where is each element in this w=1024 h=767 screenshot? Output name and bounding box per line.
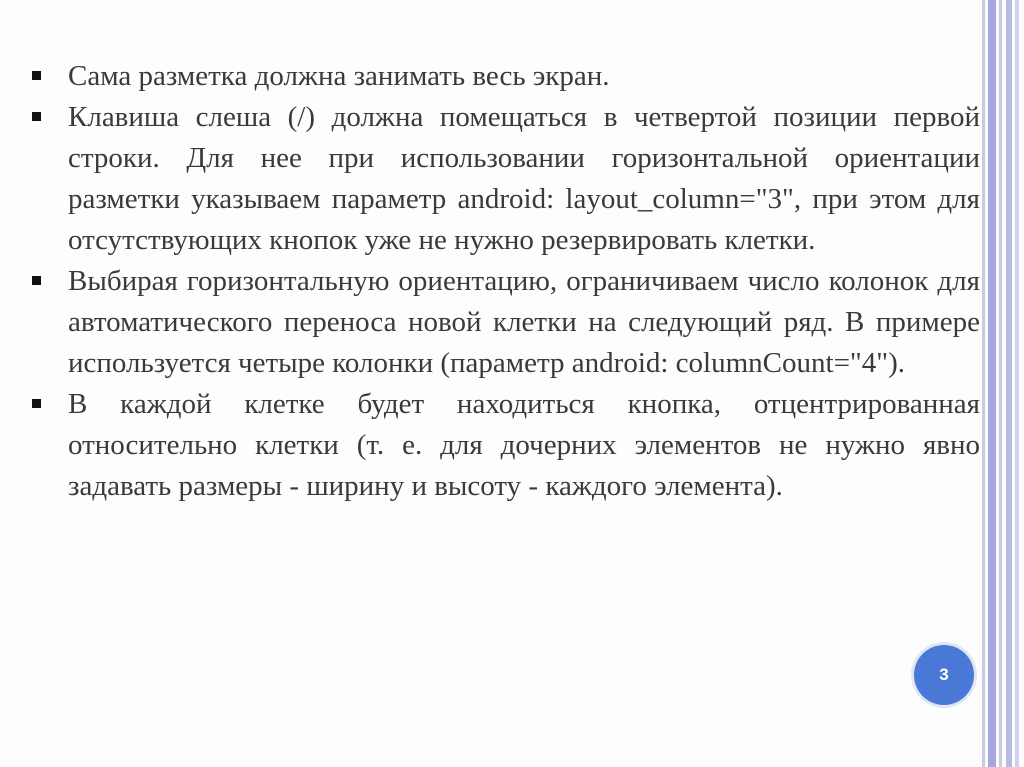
bullet-text: Выбирая горизонтальную ориентацию, ограничиваем число колонок для автоматического переноса новой клетки на следующий ряд. В примере используется четыре колонки (параметр android: columnCount="4").: [68, 265, 980, 379]
square-bullet-icon: [32, 276, 41, 285]
square-bullet-icon: [32, 71, 41, 80]
decorative-stripe: [999, 0, 1002, 767]
page-number-badge: 3: [914, 645, 974, 705]
decorative-stripe: [988, 0, 996, 767]
decorative-stripe: [1015, 0, 1019, 767]
bullet-list: [28, 56, 980, 507]
bullet-item: [28, 56, 980, 97]
bullet-item: [28, 384, 980, 507]
bullet-text: Сама разметка должна занимать весь экран.: [68, 60, 610, 92]
decorative-stripe: [1006, 0, 1012, 767]
square-bullet-icon: [32, 399, 41, 408]
bullet-text: В каждой клетке будет находиться кнопка, отцентрированная относительно клетки (т. е. для дочерних элементов не нужно явно задавать размеры - ширину и высоту - каждого элемента).: [68, 388, 980, 502]
bullet-text: Клавиша слеша (/) должна помещаться в четвертой позиции первой строки. Для нее при использовании горизонтальной ориентации разметки указываем параметр android: layout_column="3", при этом для отсутствующих кнопок уже не нужно резервировать клетки.: [68, 101, 980, 256]
decorative-stripe: [982, 0, 985, 767]
square-bullet-icon: [32, 112, 41, 121]
bullet-item: [28, 261, 980, 384]
bullet-item: [28, 97, 980, 261]
